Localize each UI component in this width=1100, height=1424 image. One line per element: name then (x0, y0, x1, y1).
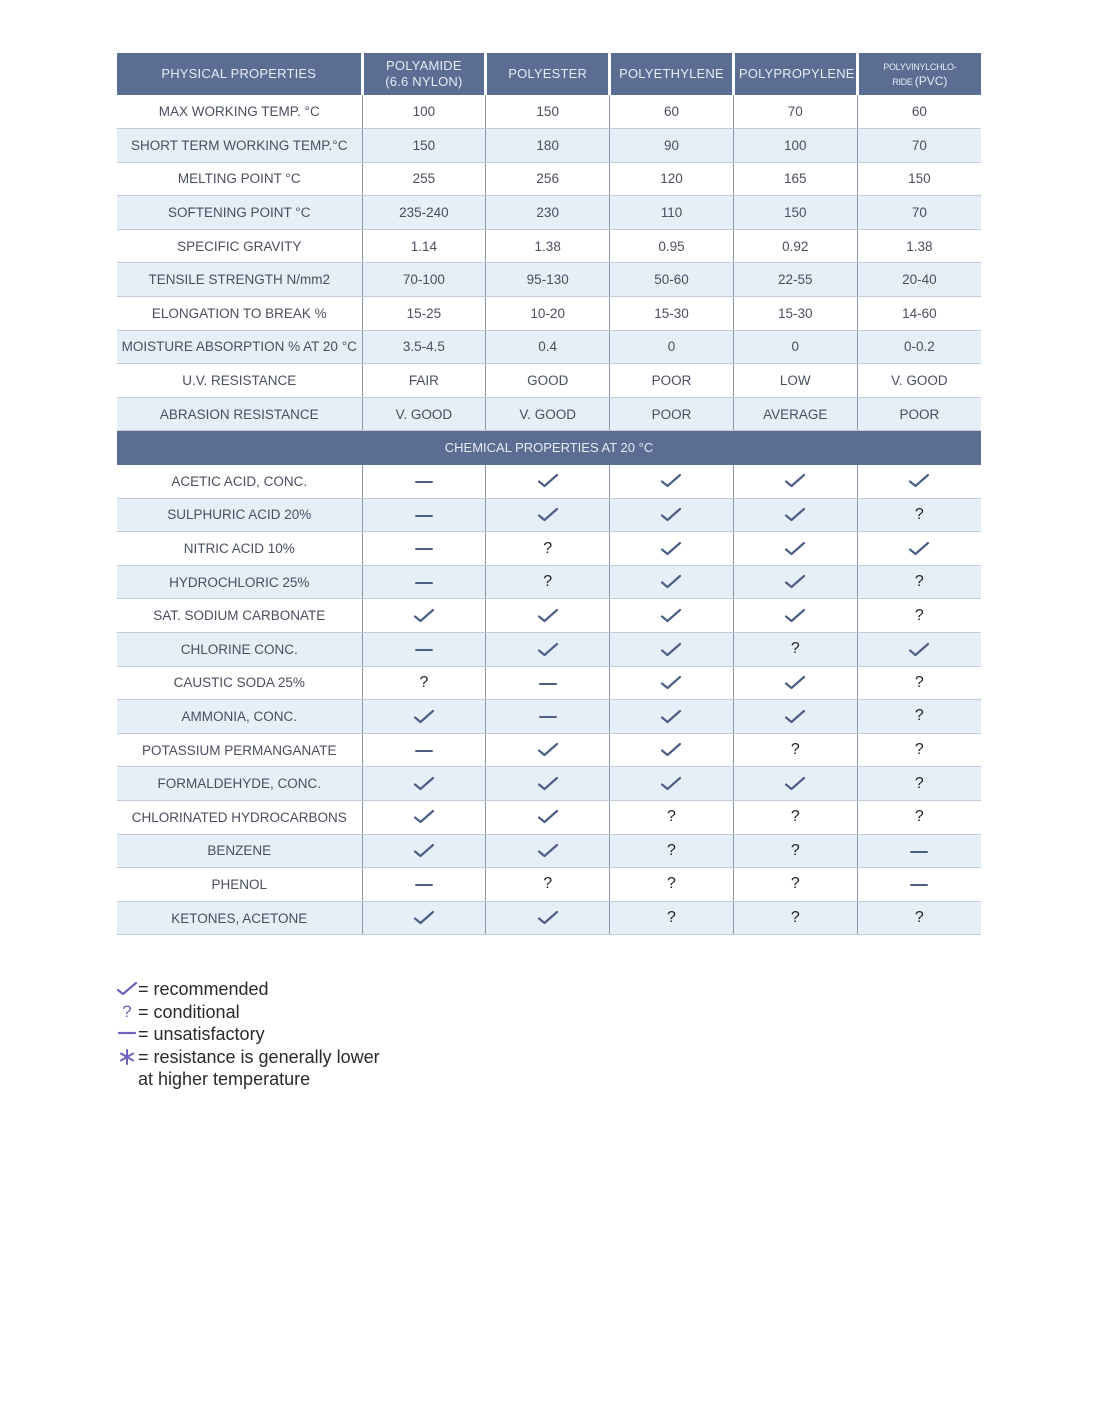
table-cell (486, 700, 610, 734)
table-row (117, 196, 981, 230)
table-row (117, 465, 981, 499)
check-icon (413, 608, 435, 624)
table-cell: 60 (857, 95, 981, 129)
table-cell (857, 465, 981, 499)
check-icon (908, 473, 930, 489)
table-cell: 0.95 (610, 229, 734, 263)
table-cell (610, 901, 734, 935)
table-cell (733, 868, 857, 902)
question-icon: ? (914, 673, 924, 691)
table-cell (733, 465, 857, 499)
row-label: FORMALDEHYDE, CONC. (117, 767, 362, 801)
legend-text: = resistance is generally lower (138, 1046, 380, 1067)
table-cell (733, 599, 857, 633)
legend-text: = conditional (138, 1001, 240, 1022)
table-cell: 180 (486, 129, 610, 163)
table-cell (857, 733, 981, 767)
question-icon: ? (790, 841, 800, 859)
table-cell (857, 800, 981, 834)
dash-icon (415, 479, 433, 485)
table-cell (486, 633, 610, 667)
table-row (117, 666, 981, 700)
row-label: BENZENE (117, 834, 362, 868)
table-cell: 0.4 (486, 330, 610, 364)
table-cell (857, 532, 981, 566)
table-cell (733, 498, 857, 532)
table-cell: 22-55 (733, 263, 857, 297)
table-cell (610, 498, 734, 532)
check-icon (784, 541, 806, 557)
table-cell (610, 800, 734, 834)
question-icon: ? (667, 808, 676, 826)
row-label: SULPHURIC ACID 20% (117, 498, 362, 532)
row-label: SHORT TERM WORKING TEMP.°C (117, 129, 362, 163)
table-row (117, 868, 981, 902)
row-label: NITRIC ACID 10% (117, 532, 362, 566)
row-label: ELONGATION TO BREAK % (117, 297, 362, 331)
table-cell: 0 (610, 330, 734, 364)
question-icon: ? (914, 573, 924, 591)
row-label: TENSILE STRENGTH N/mm2 (117, 263, 362, 297)
question-icon: ? (543, 875, 553, 893)
check-icon (784, 709, 806, 725)
table-cell (362, 498, 486, 532)
legend-item (116, 1001, 380, 1024)
table-cell (610, 565, 734, 599)
table-cell (362, 633, 486, 667)
check-icon (660, 742, 682, 758)
table-cell: 70 (857, 129, 981, 163)
table-cell: POOR (857, 397, 981, 431)
legend-continuation: at higher temperature (138, 1069, 311, 1089)
check-icon (660, 709, 682, 725)
row-label: SPECIFIC GRAVITY (117, 229, 362, 263)
question-icon: ? (667, 909, 676, 927)
table-cell (857, 666, 981, 700)
question-icon: ? (790, 741, 800, 759)
table-cell (733, 633, 857, 667)
table-cell: 120 (610, 162, 734, 196)
table-cell (733, 767, 857, 801)
table-cell: 1.38 (857, 229, 981, 263)
table-cell (733, 800, 857, 834)
row-label: MELTING POINT °C (117, 162, 362, 196)
table-cell: 15-25 (362, 297, 486, 331)
table-cell (486, 733, 610, 767)
table-cell (610, 532, 734, 566)
legend-item (116, 1023, 380, 1046)
table-cell: 1.38 (486, 229, 610, 263)
table-cell (857, 901, 981, 935)
table-cell: 95-130 (486, 263, 610, 297)
question-icon: ? (122, 1001, 132, 1021)
table-cell (857, 700, 981, 734)
table-row (117, 95, 981, 129)
table-cell (857, 498, 981, 532)
table-cell (486, 532, 610, 566)
table-row (117, 498, 981, 532)
legend-text: = unsatisfactory (138, 1024, 265, 1044)
question-icon: ? (914, 774, 924, 792)
dash-icon (539, 714, 557, 720)
question-icon: ? (667, 841, 676, 859)
check-icon (413, 709, 435, 725)
section-title: CHEMICAL PROPERTIES AT 20 °C (117, 431, 981, 465)
header-physical-properties: PHYSICAL PROPERTIES (117, 53, 362, 95)
table-cell (733, 700, 857, 734)
table-cell (362, 599, 486, 633)
table-cell: 90 (610, 129, 734, 163)
table-cell (610, 700, 734, 734)
table-cell: POOR (610, 397, 734, 431)
table-cell: 50-60 (610, 263, 734, 297)
table-row (117, 767, 981, 801)
table-row (117, 162, 981, 196)
table-row (117, 565, 981, 599)
table-cell: FAIR (362, 364, 486, 398)
table-cell: V. GOOD (857, 364, 981, 398)
table-cell: 110 (610, 196, 734, 230)
row-label: MAX WORKING TEMP. °C (117, 95, 362, 129)
table-cell: V. GOOD (362, 397, 486, 431)
table-cell (362, 565, 486, 599)
table-cell (610, 599, 734, 633)
table-row (117, 700, 981, 734)
table-cell (857, 767, 981, 801)
table-cell (362, 767, 486, 801)
table-cell (362, 733, 486, 767)
row-label: SOFTENING POINT °C (117, 196, 362, 230)
check-icon (537, 642, 559, 658)
table-cell (857, 633, 981, 667)
check-icon (908, 642, 930, 658)
table-cell (362, 666, 486, 700)
table-cell (362, 901, 486, 935)
question-icon: ? (914, 741, 924, 759)
table-cell: 150 (486, 95, 610, 129)
table-cell: 255 (362, 162, 486, 196)
check-icon (537, 507, 559, 523)
table-row (117, 800, 981, 834)
table-cell: 150 (733, 196, 857, 230)
table-cell (486, 901, 610, 935)
table-cell: 100 (362, 95, 486, 129)
check-icon (660, 675, 682, 691)
dash-icon (415, 882, 433, 888)
table-cell (857, 834, 981, 868)
question-icon: ? (419, 673, 429, 691)
check-icon (537, 742, 559, 758)
check-icon (537, 776, 559, 792)
table-row (117, 633, 981, 667)
table-cell (486, 868, 610, 902)
table-row (117, 397, 981, 431)
table-cell (733, 666, 857, 700)
header-pvc: POLYVINYLCHLO- RIDE (PVC) (857, 53, 981, 95)
table-cell: 165 (733, 162, 857, 196)
legend-text: = recommended (138, 979, 269, 999)
dash-icon (539, 681, 557, 687)
table-cell: 70 (733, 95, 857, 129)
table-cell (362, 532, 486, 566)
check-icon (784, 473, 806, 489)
check-icon (784, 608, 806, 624)
table-cell (486, 834, 610, 868)
header-polyester: POLYESTER (486, 53, 610, 95)
table-cell (733, 565, 857, 599)
table-row (117, 129, 981, 163)
table-cell (486, 599, 610, 633)
check-icon (784, 776, 806, 792)
dash-icon (910, 882, 928, 888)
table-row (117, 330, 981, 364)
legend-item (116, 1046, 380, 1069)
question-icon: ? (667, 875, 676, 893)
check-icon (784, 574, 806, 590)
asterisk-icon (116, 1048, 138, 1066)
table-row (117, 297, 981, 331)
table-cell (857, 565, 981, 599)
table-cell (610, 767, 734, 801)
chemical-section-header (117, 431, 981, 465)
table-cell (362, 800, 486, 834)
table-cell (733, 733, 857, 767)
table-row (117, 532, 981, 566)
table-cell (610, 733, 734, 767)
table-cell (610, 834, 734, 868)
table-cell (362, 834, 486, 868)
table-cell (610, 633, 734, 667)
question-icon: ? (914, 707, 924, 725)
table-row (117, 229, 981, 263)
row-label: POTASSIUM PERMANGANATE (117, 733, 362, 767)
table-cell (857, 599, 981, 633)
row-label: MOISTURE ABSORPTION % AT 20 °C (117, 330, 362, 364)
check-icon (660, 608, 682, 624)
row-label: CHLORINATED HYDROCARBONS (117, 800, 362, 834)
row-label: SAT. SODIUM CARBONATE (117, 599, 362, 633)
table-cell: 256 (486, 162, 610, 196)
dash-icon (415, 647, 433, 653)
table-cell (362, 868, 486, 902)
check-icon (660, 507, 682, 523)
check-icon (660, 776, 682, 792)
check-icon (537, 910, 559, 926)
table-cell (486, 565, 610, 599)
question-icon: ? (914, 909, 924, 927)
check-icon (908, 541, 930, 557)
table-cell (610, 666, 734, 700)
question-icon: ? (543, 539, 553, 557)
table-row (117, 901, 981, 935)
table-cell (362, 700, 486, 734)
row-label: KETONES, ACETONE (117, 901, 362, 935)
dash-icon (415, 748, 433, 754)
table-cell: 150 (362, 129, 486, 163)
table-cell: 1.14 (362, 229, 486, 263)
table-cell: 14-60 (857, 297, 981, 331)
table-cell (486, 767, 610, 801)
check-icon (537, 843, 559, 859)
check-icon (116, 981, 138, 997)
header-polyamide: POLYAMIDE (6.6 NYLON) (362, 53, 486, 95)
row-label: AMMONIA, CONC. (117, 700, 362, 734)
row-label: HYDROCHLORIC 25% (117, 565, 362, 599)
check-icon (660, 642, 682, 658)
header-polyethylene: POLYETHYLENE (610, 53, 734, 95)
table-cell: 150 (857, 162, 981, 196)
row-label: ABRASION RESISTANCE (117, 397, 362, 431)
table-cell (610, 465, 734, 499)
table-row (117, 599, 981, 633)
row-label: U.V. RESISTANCE (117, 364, 362, 398)
table-cell (733, 901, 857, 935)
table-cell: 235-240 (362, 196, 486, 230)
row-label: CHLORINE CONC. (117, 633, 362, 667)
table-cell: 60 (610, 95, 734, 129)
check-icon (413, 776, 435, 792)
check-icon (537, 809, 559, 825)
table-cell: 15-30 (733, 297, 857, 331)
dash-icon (116, 1029, 138, 1039)
table-cell: 70 (857, 196, 981, 230)
table-cell (857, 868, 981, 902)
table-cell (486, 465, 610, 499)
table-row (117, 364, 981, 398)
table-cell: 100 (733, 129, 857, 163)
check-icon (784, 675, 806, 691)
question-icon: ? (543, 573, 553, 591)
table-cell: 0.92 (733, 229, 857, 263)
check-icon (660, 541, 682, 557)
table-cell: 0 (733, 330, 857, 364)
dash-icon (415, 580, 433, 586)
question-icon: ? (790, 808, 800, 826)
table-cell (733, 532, 857, 566)
table-cell (362, 465, 486, 499)
row-label: PHENOL (117, 868, 362, 902)
table-body (117, 95, 981, 935)
question-icon: ? (914, 808, 924, 826)
question-icon: ? (914, 606, 924, 624)
table-cell (486, 800, 610, 834)
legend-item (116, 978, 380, 1001)
table-row (117, 733, 981, 767)
row-label: CAUSTIC SODA 25% (117, 666, 362, 700)
dash-icon (415, 513, 433, 519)
header-row (117, 53, 981, 95)
table-row (117, 834, 981, 868)
table-cell (733, 834, 857, 868)
table-cell: AVERAGE (733, 397, 857, 431)
table-cell: 3.5-4.5 (362, 330, 486, 364)
header-polypropylene: POLYPROPYLENE (733, 53, 857, 95)
table-cell: GOOD (486, 364, 610, 398)
table-cell: 15-30 (610, 297, 734, 331)
table-cell: 0-0.2 (857, 330, 981, 364)
question-icon: ? (914, 505, 924, 523)
table-cell: 10-20 (486, 297, 610, 331)
question-icon: ? (790, 875, 800, 893)
check-icon (537, 608, 559, 624)
table-cell: 70-100 (362, 263, 486, 297)
dash-icon (910, 849, 928, 855)
check-icon (413, 809, 435, 825)
table-cell: V. GOOD (486, 397, 610, 431)
table-cell: LOW (733, 364, 857, 398)
check-icon (537, 473, 559, 489)
check-icon (784, 507, 806, 523)
dash-icon (415, 546, 433, 552)
check-icon (660, 473, 682, 489)
table-cell (610, 868, 734, 902)
question-icon: ? (790, 909, 800, 927)
legend (116, 978, 380, 1091)
question-icon: ? (790, 640, 800, 658)
check-icon (413, 910, 435, 926)
table-cell: POOR (610, 364, 734, 398)
check-icon (413, 843, 435, 859)
table-cell (486, 666, 610, 700)
table-cell (486, 498, 610, 532)
table-cell: 20-40 (857, 263, 981, 297)
polymer-properties-table (117, 53, 981, 935)
table-cell: 230 (486, 196, 610, 230)
row-label: ACETIC ACID, CONC. (117, 465, 362, 499)
check-icon (660, 574, 682, 590)
table-row (117, 263, 981, 297)
